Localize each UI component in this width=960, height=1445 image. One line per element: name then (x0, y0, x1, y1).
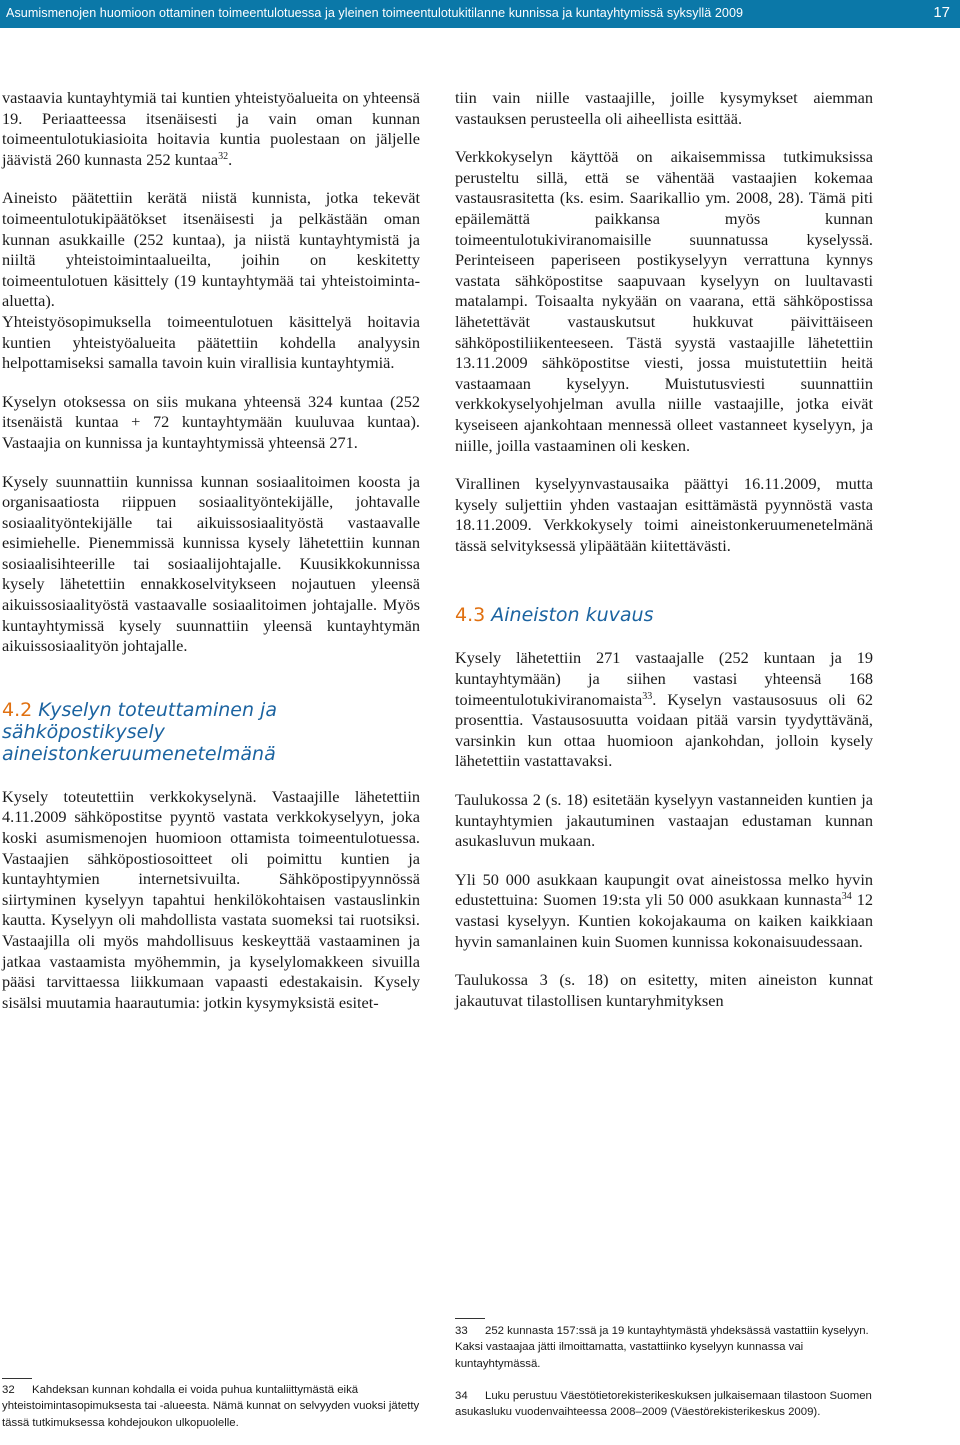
paragraph: tiin vain niille vastaajille, joille kysymykset aiemman vastauksen perusteella oli aiheellista esittää. (455, 88, 873, 128)
footnote-34: 34 Luku perustuu Väestötietorekisterikeskuksen julkaisemaan tilastoon Suomen asukasluku vuodenvaihteessa 2008–2009 (Väestörekisterikeskus 2009). (455, 1390, 872, 1419)
left-column (2, 88, 420, 1031)
section-heading-4-2 (2, 699, 420, 765)
header-title: Asumismenojen huomioon ottaminen toimeentulotuessa ja yleinen toimeentulotukitilanne kunnissa ja kuntayhtymissä syksyllä 2009 (6, 6, 744, 20)
paragraph: vastaavia kuntayhtymiä tai kuntien yhteistyöalueita on yhteensä 19. Periaatteessa itsenäisesti ja vain oman kunnan toimeentulotukiasioita hoitavia kuntia puolestaan on jäljelle jäävistä 260 kunnasta 252 kuntaa$^{32}$. (2, 88, 420, 169)
paragraph: Yhteistyösopimuksella toimeentulotuen käsittelyä hoitavia kuntien yhteistyöalueita päätettiin kohdella analyysin helpottamiseksi samalla tavoin kuin virallisia kuntayhtymiä. (2, 311, 420, 373)
section-number: 4.3 (455, 604, 486, 627)
section-title: Aineiston kuvaus (491, 604, 654, 627)
paragraph: Taulukossa 2 (s. 18) esitetään kyselyyn vastanneiden kuntien ja kuntayhtymien jakautuminen vastaajan edustaman kunnan asukasluvun mukaan. (455, 790, 873, 851)
paragraph: Kysely toteutettiin verkkokyselynä. Vastaajille lähetettiin 4.11.2009 sähköpostitse pyyntö vastata verkkokyselyyn, joka koski asumismenojen huomioon ottamista toimeentulotuessa. Vastaajien sähköpostiosoitteet oli poimittu kuntien ja kuntayhtymien internetsivuilta. Sähköpostipyynnössä siirtyminen kyselyyn tapahtui henkilökohtaisen vastauslinkin kautta. Kyselyyn oli mahdollista vastata suomeksi tai ruotsiksi. Vastaajilla oli myös mahdollisuus keskeyttää vastaaminen ja jatkaa vastaamista myöhemmin, ja kyselylomakkeen sivuilla pääsi tarvittaessa liikkumaan vapaasti edestakaisin. Kysely sisälsi muutamia haarautumia: jotkin kysymyksistä esitet- (2, 786, 420, 1012)
paragraph: Aineisto päätettiin kerätä niistä kunnista, jotka tekevät toimeentulotukipäätökset itsenäisesti ja pelkästään oman kunnan asukkaille (252 kuntaa), ja niistä kuntayhtymistä ja niiltä yhteistoimintaalueilta, joihin on keskitetty toimeentulotuen käsittely (19 kuntayhtymää tai yhteistoiminta-aluetta). (2, 188, 420, 311)
section-title: Kyselyn toteuttaminen ja sähköpostikysely aineistonkeruumenetelmänä (2, 698, 277, 765)
footnote-33: 33 252 kunnasta 157:ssä ja 19 kuntayhtymästä yhdeksässä vastattiin kyselyyn. Kaksi vastaajaa jätti ilmoittamatta, vastattiinko kyselyyn kunnassa vai kuntayhtymässä. (455, 1325, 869, 1370)
section-heading-4-3 (455, 604, 873, 626)
paragraph: Yli 50 000 asukkaan kaupungit ovat aineistossa melko hyvin edustettuina: Suomen 19:sta yli 50 000 asukkaan kunnasta$^{34}$ 12 vastasi kyselyyn. Kuntien kokojakauma on kaiken kaikkiaan hyvin samanlainen kuin Suomen kunnissa kokonaisuudessaan. (455, 869, 873, 951)
running-header (0, 0, 960, 28)
paragraph: Taulukossa 3 (s. 18) on esitetty, miten aineiston kunnat jakautuvat tilastollisen kuntaryhmityksen (455, 970, 873, 1010)
page-number: 17 (933, 4, 950, 21)
paragraph: Verkkokyselyn käyttöä on aikaisemmissa tutkimuksissa perusteltu sillä, että se vähentää vastaajien kokemaa vastausrasitetta (ks. esim. Saarikallio ym. 2008, 28). Tämä piti epäilemättä paikkansa myös kunnan toimeentulotukiviranomaisille suunnatussa kyselyssä. Perinteiseen paperiseen postikyselyyn verrattuna kynnys vastata sähköpostitse saapuvaan kyselyyn on luultavasti matalampi. Toisaalta nykyään on vaarana, että sähköpostissa lähetettävät vastauskutsut hukkuvat päivittäiseen sähköpostiliikenteeseen. Tästä syystä vastaajille lähetettiin 13.11.2009 sähköpostitse viesti, jossa muistutettiin heitä vastaamaan kyselyyn. Muistutusviesti suunnattiin verkkokyselyohjelman avulla niille vastaajille, jotka eivät kyseiseen ajankohtaan mennessä olleet vastanneet kyselyyn, ja niille, joilla vastaaminen oli kesken. (455, 147, 873, 455)
footnote-ref-33[interactable]: 33 (642, 690, 653, 702)
footnote-rule (455, 1318, 485, 1319)
paragraph: Virallinen kyselyynvastausaika päättyi 16.11.2009, mutta kysely suljettiin yhden vastaajan esittämästä pyynnöstä vasta 18.11.2009. Verkkokysely toimi aineistonkeruumenetelmänä tässä selvityksessä ylipäätään kiitettävästi. (455, 474, 873, 555)
footnote-32: 32 Kahdeksan kunnan kohdalla ei voida puhua kuntaliittymästä eikä yhteistoimintasopimuksesta tai -alueesta. Nämä kunnat on selvyyden vuoksi jätetty tässä tutkimuksessa kohdejoukon ulkopuolelle. (2, 1384, 420, 1429)
paragraph: Kysely suunnattiin kunnissa kunnan sosiaalitoimen koosta ja organisaatiosta riippuen sosiaalityöntekijälle, johtavalle sosiaalityöntekijälle tai aikuissosiaalityöstä vastaavalle esimiehelle. Pienemmissä kunnissa kysely lähetettiin kunnan sosiaalisihteerille tai sosiaalijohtajalle. Kuusikkokunnissa kysely lähetettiin ennakkoselvitykseen nojautuen yleensä aikuissosiaalityöstä vastaavalle sosiaalitoimen johtajalle. Myös kuntayhtymissä kysely suunnattiin yleensä kuntayhtymän aikuissosiaalityön johtajalle. (2, 471, 420, 656)
footnote-rule (2, 1378, 32, 1379)
right-column (455, 88, 873, 1029)
paragraph: Kysely lähetettiin 271 vastaajalle (252 kuntaan ja 19 kuntayhtymään) ja siihen vastasi yhteensä 168 toimeentulotukiviranomaista$^{33}$. Kyselyn vastausosuus oli 62 prosenttia. Vastausosuutta voidaan pitää varsin tyydyttävänä, varsinkin kun ottaa huomioon ajankohdan, jolloin kysely lähetettiin vastattavaksi. (455, 648, 873, 771)
footnote-ref-34[interactable]: 34 (841, 891, 852, 903)
section-number: 4.2 (2, 698, 33, 721)
footnote-ref-32[interactable]: 32 (218, 150, 229, 162)
paragraph: Kyselyn otoksessa on siis mukana yhteensä 324 kuntaa (252 itsenäistä kuntaa + 72 kuntayhtymään kuuluvaa kuntaa). Vastaajia on kunnissa ja kuntayhtymissä yhteensä 271. (2, 391, 420, 452)
